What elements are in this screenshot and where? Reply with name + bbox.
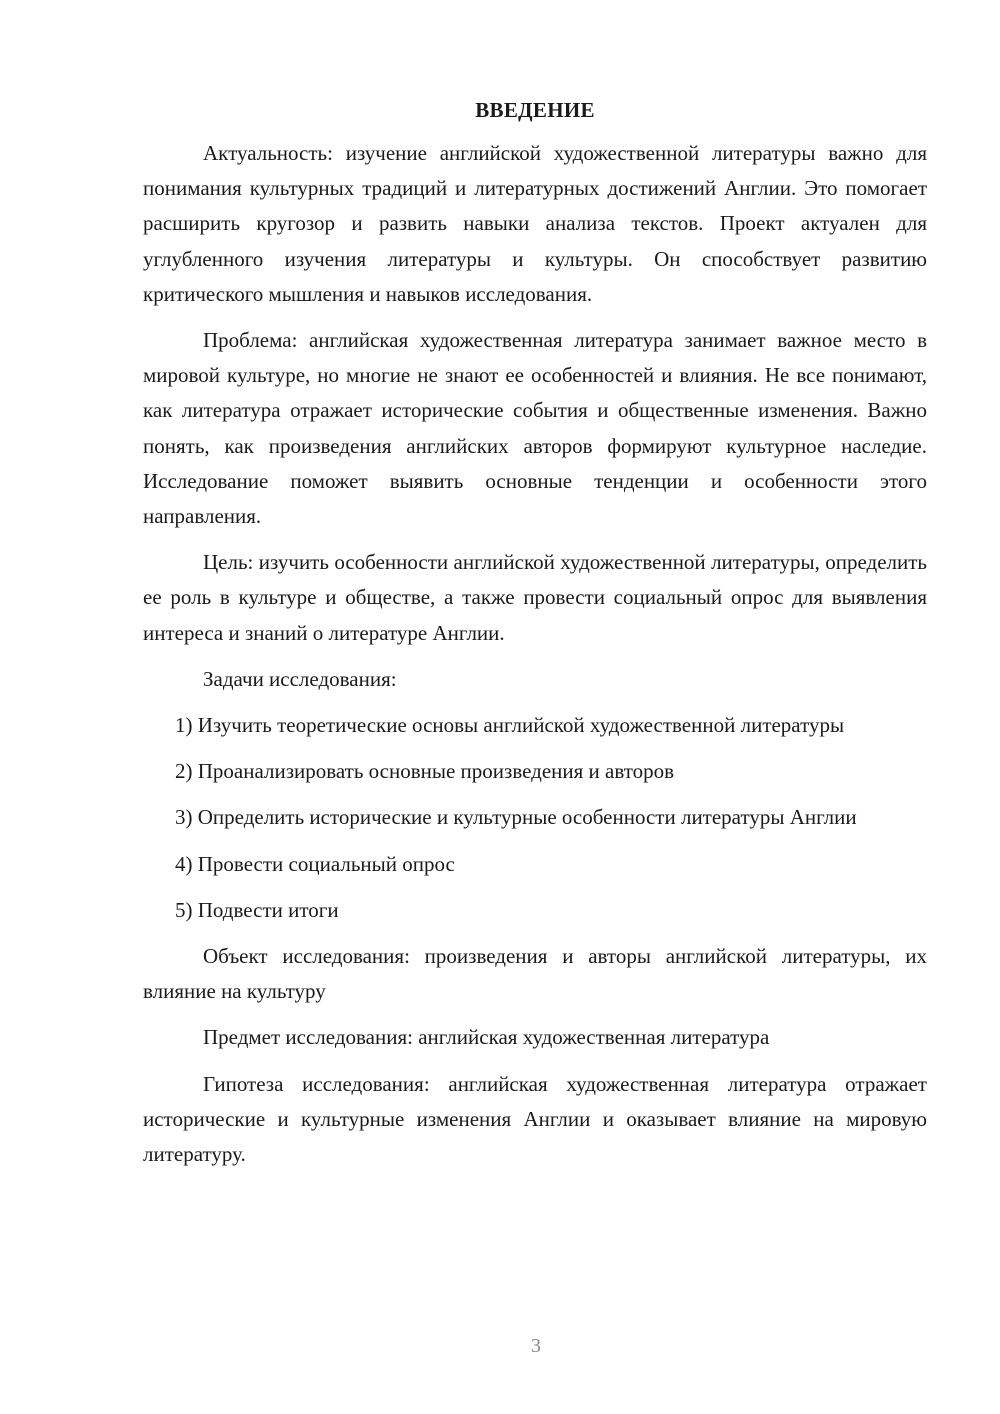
task-item-3: 3) Определить исторические и культурные особенности литературы Англии <box>175 805 857 830</box>
section-heading: ВВЕДЕНИЕ <box>475 98 595 122</box>
page-content <box>143 96 927 1172</box>
subject-paragraph: Предмет исследования: английская художественная литература <box>203 1025 770 1050</box>
object-paragraph: Объект исследования: произведения и авторы английской литературы, их влияние на культуру <box>143 944 927 1004</box>
problem-paragraph: Проблема: английская художественная литература занимает важное место в мировой культуре, но многие не знают ее особенностей и влияния. Не все понимают, как литература отражает исторические события и общественные изменения. Важно понять, как произведения английских авторов формируют культурное наследие. Исследование поможет выявить основные тенденции и особенности этого направления. <box>143 328 927 529</box>
goal-paragraph: Цель: изучить особенности английской художественной литературы, определить ее роль в культуре и обществе, а также провести социальный опрос для выявления интереса и знаний о литературе Англии. <box>143 550 927 645</box>
task-item-5: 5) Подвести итоги <box>175 897 339 922</box>
tasks-title: Задачи исследования: <box>203 666 397 691</box>
relevance-paragraph: Актуальность: изучение английской художественной литературы важно для понимания культурных традиций и литературных достижений Англии. Это помогает расширить кругозор и развить навыки анализа текстов. Проект актуален для углубленного изучения литературы и культуры. Он способствует развитию критического мышления и навыков исследования. <box>143 141 927 306</box>
task-item-2: 2) Проанализировать основные произведения и авторов <box>175 759 675 784</box>
task-item-4: 4) Провести социальный опрос <box>175 851 455 876</box>
task-item-1: 1) Изучить теоретические основы английской художественной литературы <box>175 713 845 738</box>
hypothesis-paragraph: Гипотеза исследования: английская художественная литература отражает исторические и культурные изменения Англии и оказывает влияние на мировую литературу. <box>143 1071 927 1167</box>
page-number: 3 <box>531 1335 541 1357</box>
